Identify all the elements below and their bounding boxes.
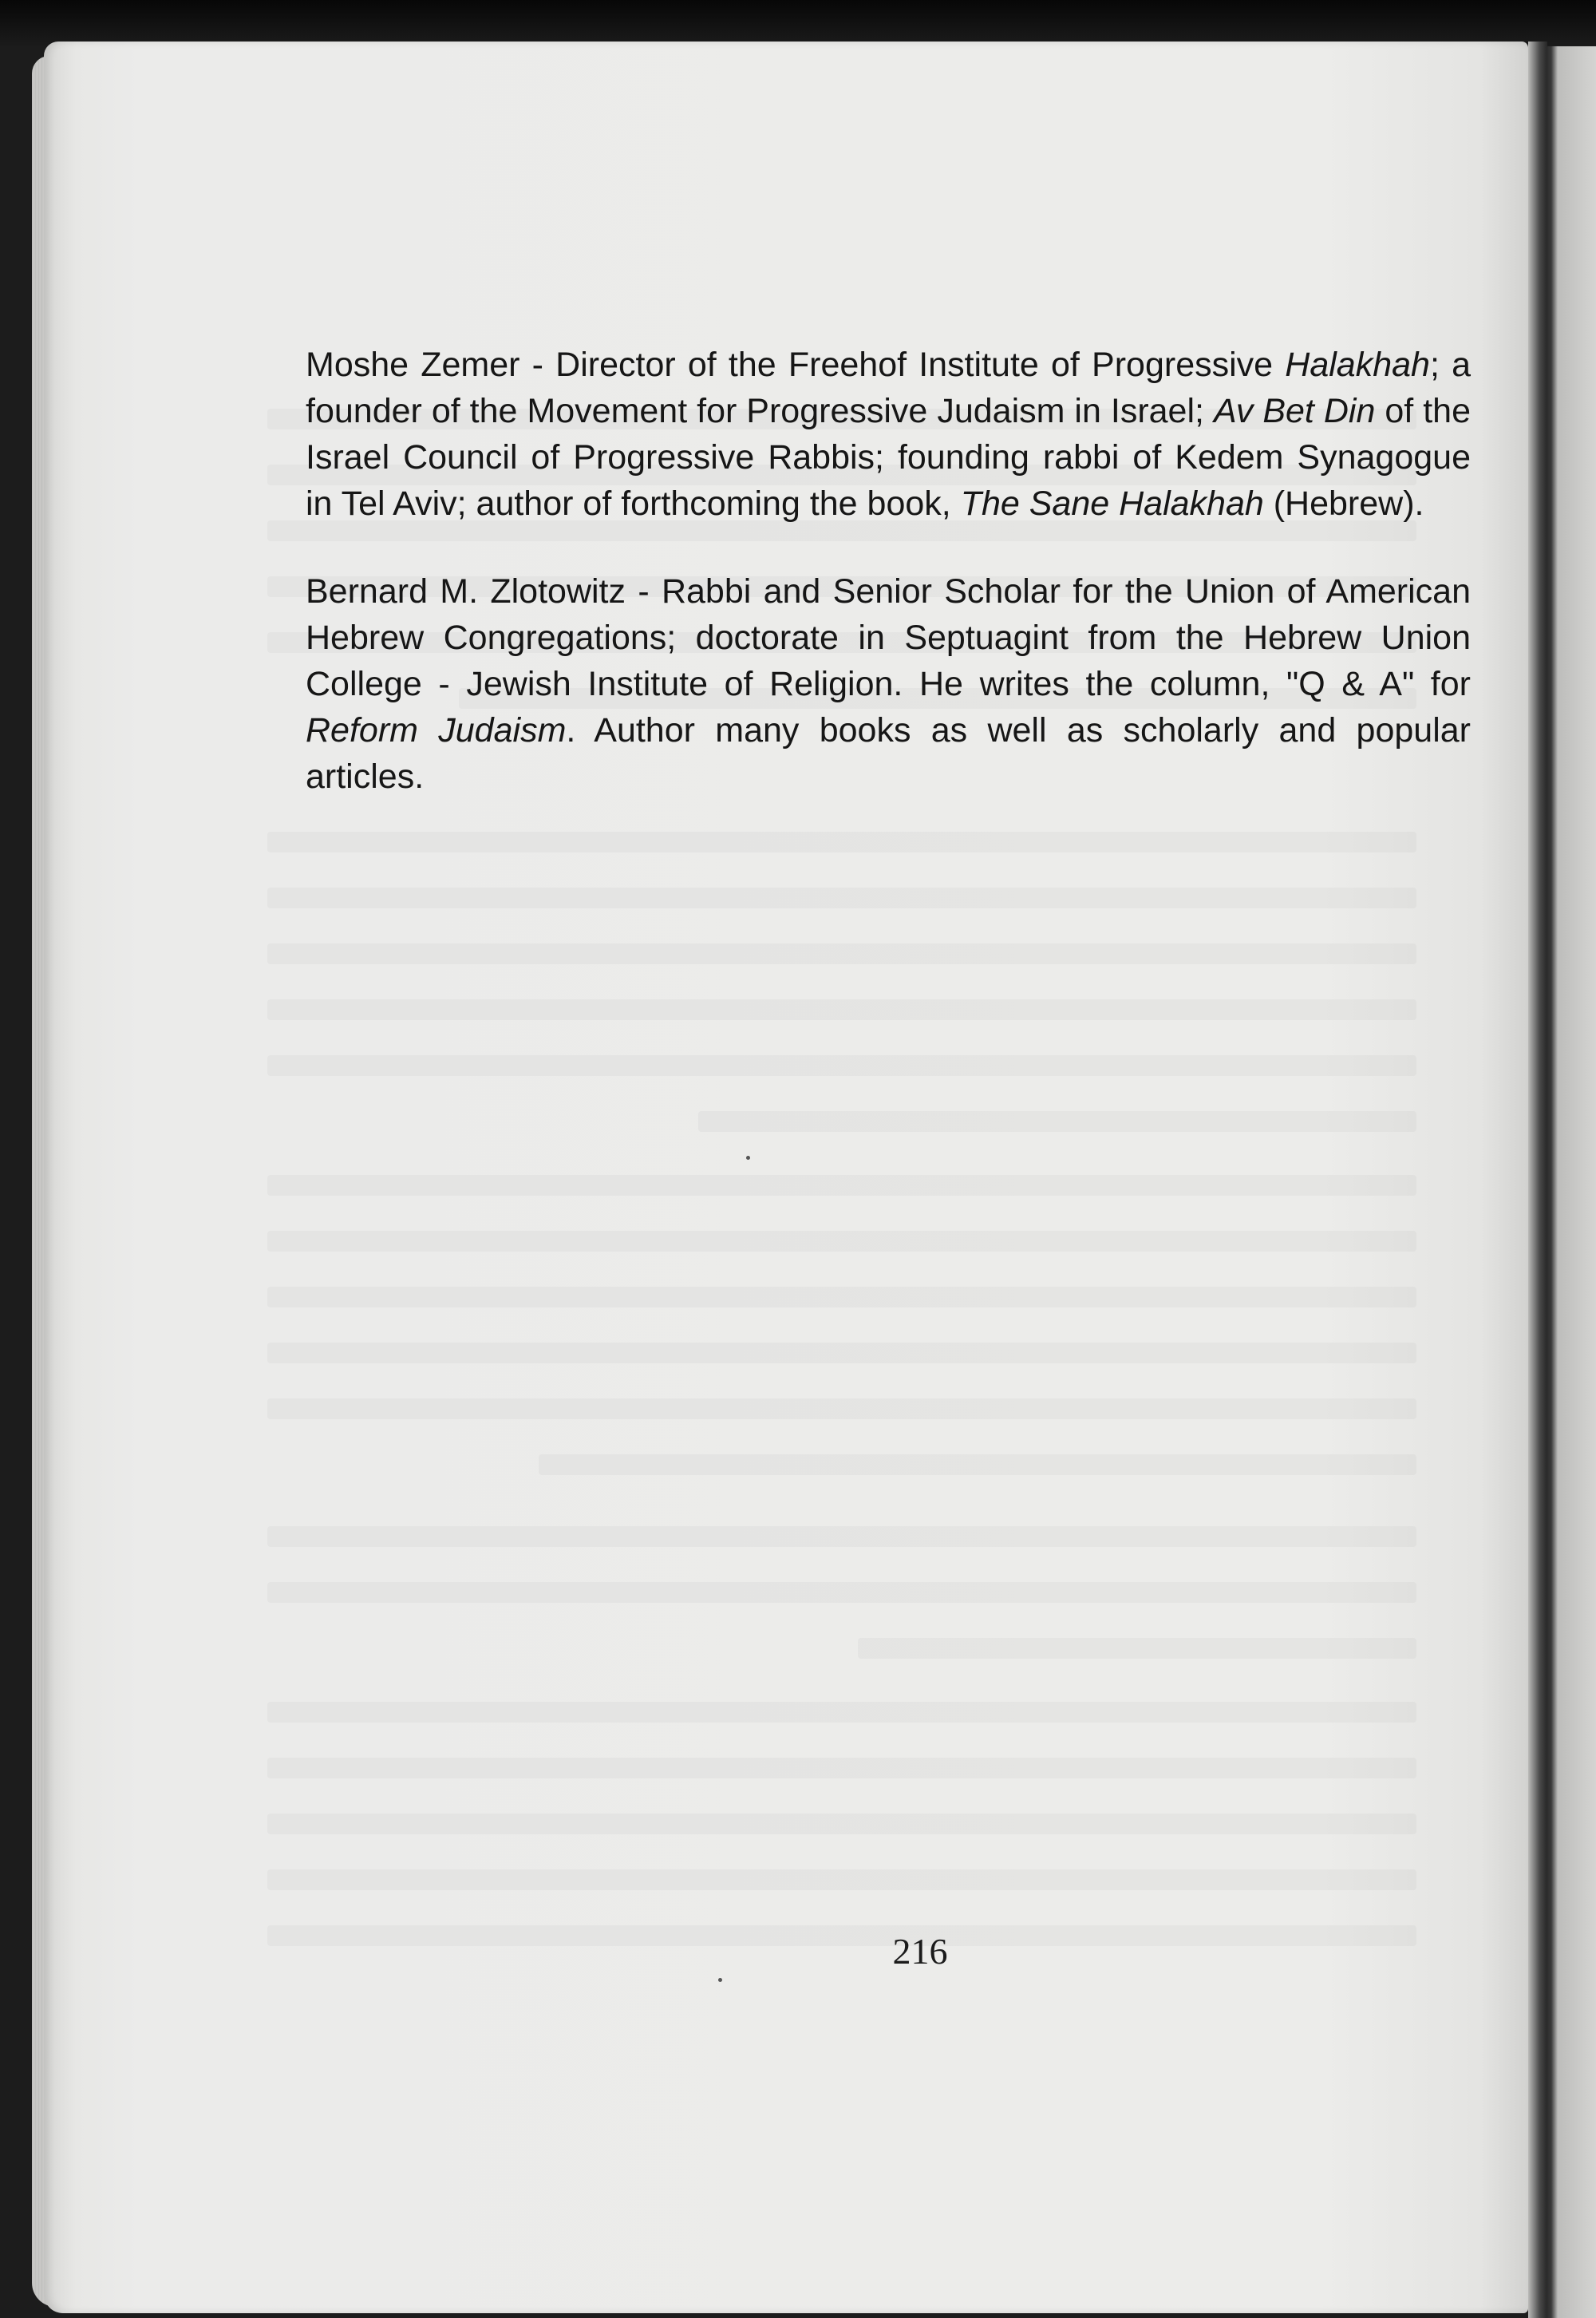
italic-text-segment: Halakhah bbox=[1285, 346, 1430, 384]
italic-text-segment: Reform Judaism bbox=[306, 711, 567, 750]
italic-text-segment: The Sane Halakhah bbox=[960, 485, 1264, 523]
contributor-entry-moshe-zemer bbox=[306, 342, 1471, 527]
text-segment: (Hebrew). bbox=[1263, 485, 1424, 523]
facing-page-edge bbox=[1547, 46, 1596, 2318]
page-number: 216 bbox=[892, 1931, 948, 1972]
dust-speck bbox=[718, 1978, 722, 1982]
text-segment: . Author many books as well as scholarly and popular articles. bbox=[306, 711, 1471, 796]
text-segment: of the Israel Council of Progressive Rabbis; founding rabbi of Kedem Synagogue in Tel Aviv; author of forthcoming the book, bbox=[306, 392, 1471, 523]
italic-text-segment: Av Bet Din bbox=[1213, 392, 1376, 430]
text-segment: Bernard M. Zlotowitz - Rabbi and Senior Scholar for the Union of American Hebrew Congregations; doctorate in Septuagint from the Hebrew Union College - Jewish Institute of Religion. He writes the column, "Q & A" for bbox=[306, 572, 1471, 703]
dust-speck bbox=[746, 1156, 750, 1160]
text-segment: ; a founder of the Movement for Progressive Judaism in Israel; bbox=[306, 346, 1471, 430]
contributor-entry-bernard-zlotowitz bbox=[306, 568, 1471, 800]
book-gutter bbox=[1528, 42, 1547, 2318]
text-segment: Moshe Zemer - Director of the Freehof Institute of Progressive bbox=[306, 346, 1286, 384]
contributors-list bbox=[306, 342, 1471, 841]
scan-background bbox=[0, 0, 1596, 48]
